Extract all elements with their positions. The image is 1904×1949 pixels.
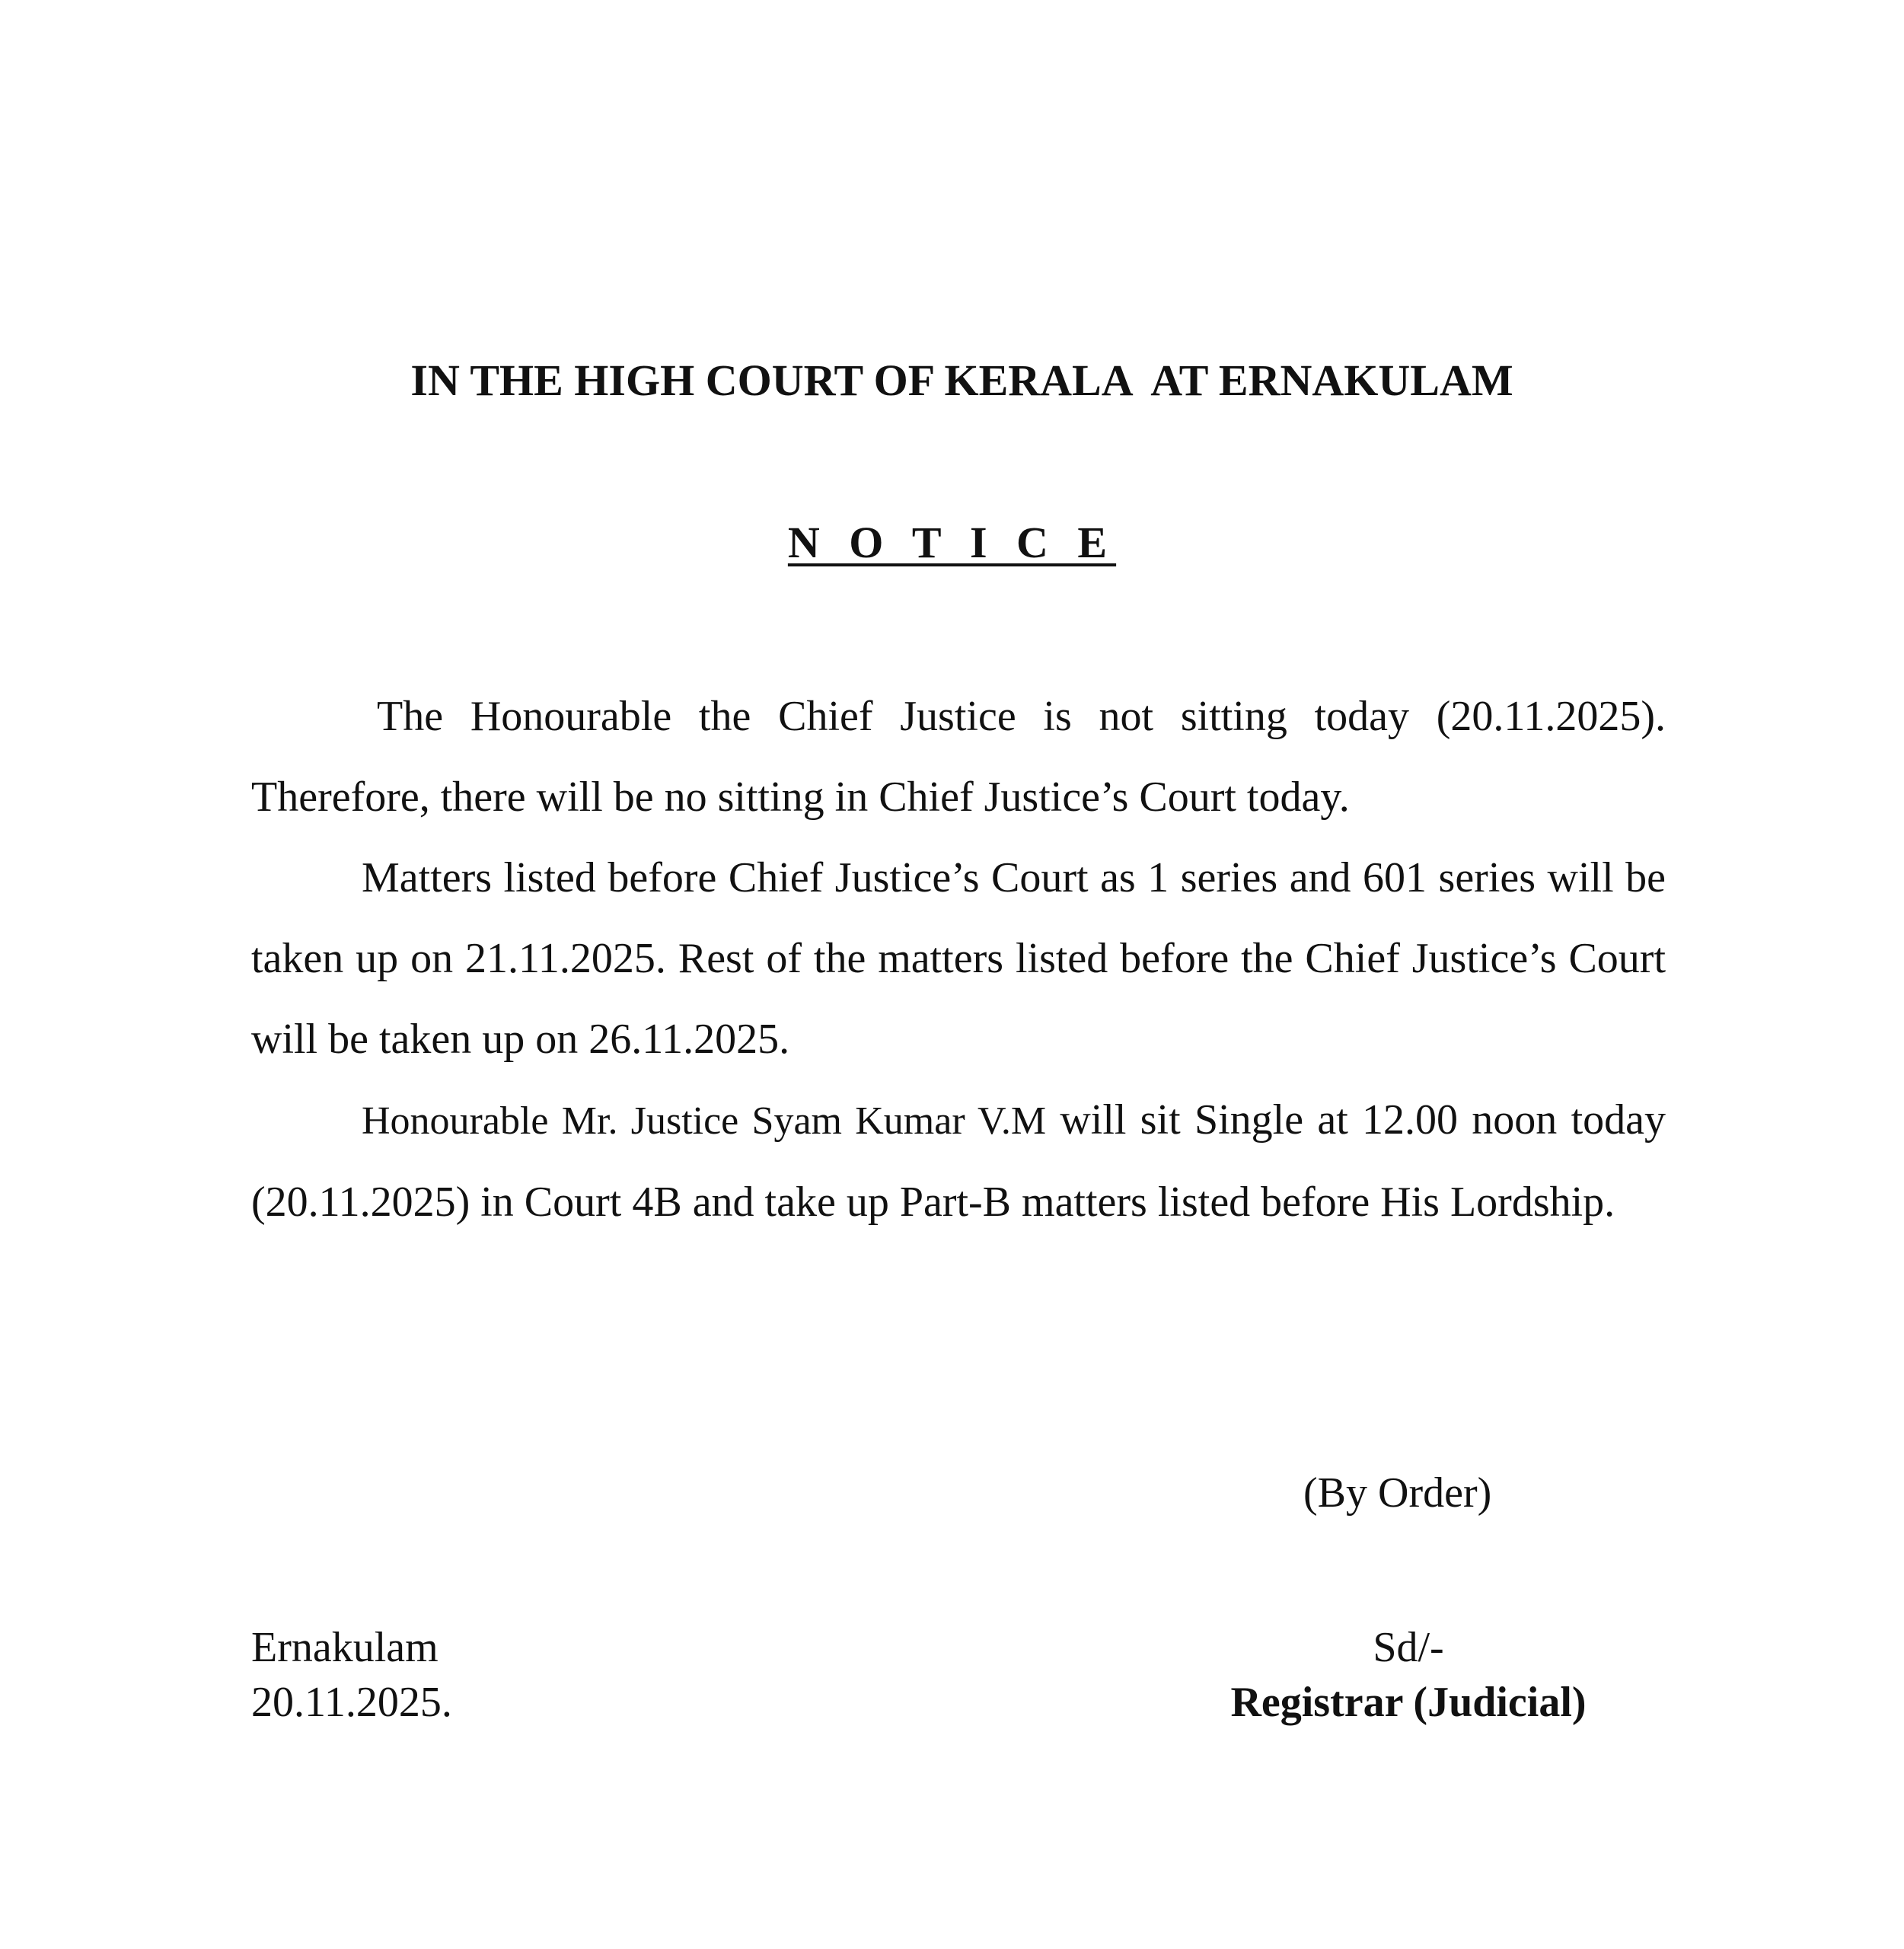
signature-block bbox=[1188, 1620, 1629, 1730]
place-date-block bbox=[251, 1620, 452, 1730]
date: 20.11.2025. bbox=[251, 1679, 452, 1726]
notice-body bbox=[251, 676, 1666, 1242]
place: Ernakulam bbox=[251, 1624, 439, 1671]
signatory-title: Registrar (Judicial) bbox=[1230, 1679, 1587, 1726]
notice-title-text: N O T I C E bbox=[787, 518, 1117, 567]
paragraph-2: Matters listed before Chief Justice’s Court as 1 series and 601 series will be taken up on 21.11.2025. Rest of the matters listed before the Chief Justice’s Court will be taken up on 26.11.2025. bbox=[251, 854, 1666, 1063]
paragraph-3-rest: will sit Single at 12.00 noon today (20.11.2025) in Court 4B and take up Part-B matters listed before His Lordship. bbox=[251, 1096, 1666, 1226]
notice-title bbox=[0, 516, 1904, 569]
court-heading: IN THE HIGH COURT OF KERALA AT ERNAKULAM bbox=[410, 356, 1513, 405]
paragraph-3 bbox=[251, 1080, 1666, 1242]
signature-mark: Sd/- bbox=[1373, 1624, 1444, 1671]
by-order: (By Order) bbox=[1303, 1469, 1492, 1517]
paragraph-3-judge-name: Honourable Mr. Justice Syam Kumar V.M bbox=[362, 1099, 1047, 1143]
paragraph-1: The Honourable the Chief Justice is not sitting today (20.11.2025). Therefore, there will be no sitting in Chief Justice’s Court today. bbox=[251, 693, 1666, 821]
